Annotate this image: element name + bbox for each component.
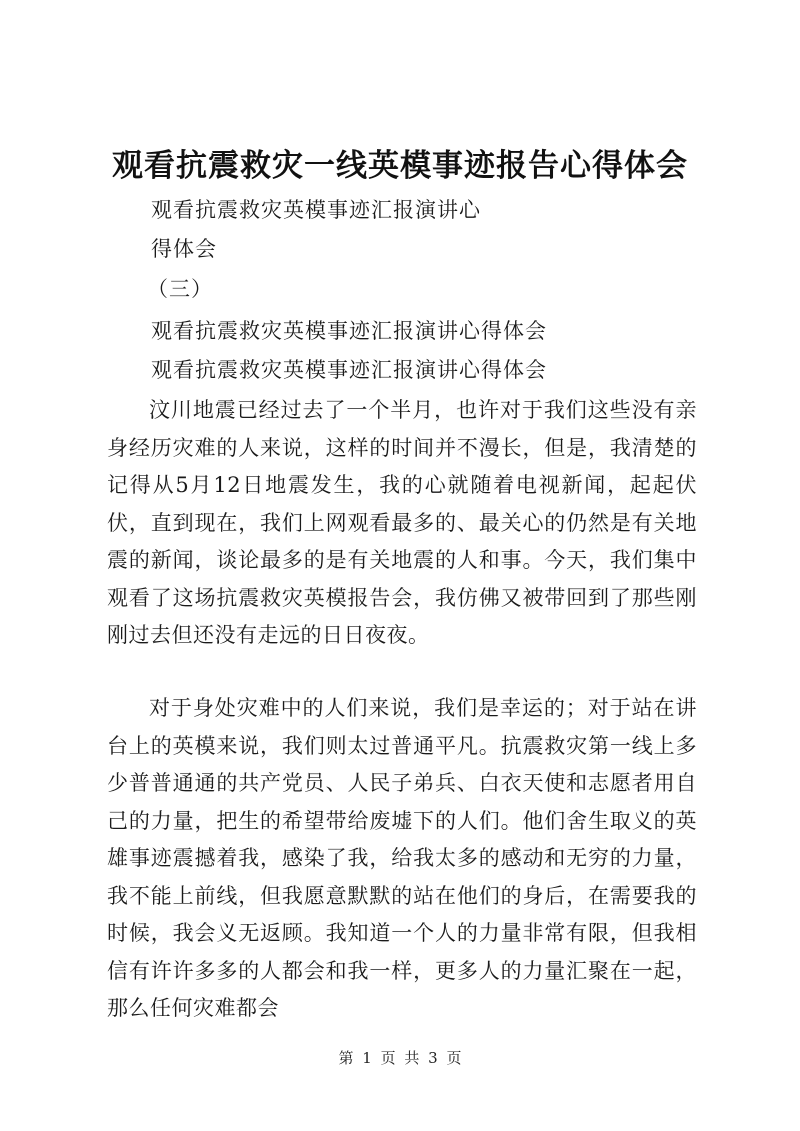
document-title: 观看抗震救灾一线英模事迹报告心得体会 bbox=[112, 148, 688, 184]
paragraph-1: 汶川地震已经过去了一个半月，也许对于我们这些没有亲身经历灾难的人来说，这样的时间并不漫长，但是，我清楚的记得从5月12日地震发生，我的心就随着电视新闻，起起伏伏，直到现在，我们上网观看最多的、最关心的仍然是有关地震的新闻，谈论最多的是有关地震的人和事。今天，我们集中观看了这场抗震救灾英模报告会，我仿佛又被带回到了那些刚刚过去但还没有走远的日日夜夜。 bbox=[107, 398, 697, 647]
page-number-footer: 第 1 页 共 3 页 bbox=[338, 1049, 462, 1067]
subline-5: 观看抗震救灾英模事迹汇报演讲心得体会 bbox=[151, 358, 547, 382]
subline-3: （三） bbox=[147, 277, 213, 301]
paragraph-2: 对于身处灾难中的人们来说，我们是幸运的；对于站在讲台上的英模来说，我们则太过普通平凡。抗震救灾第一线上多少普普通通的共产党员、人民子弟兵、白衣天使和志愿者用自己的力量，把生的希望带给废墟下的人们。他们舍生取义的英雄事迹震撼着我，感染了我，给我太多的感动和无穷的力量，我不能上前线，但我愿意默默的站在他们的身后，在需要我的时候，我会义无返顾。我知道一个人的力量非常有限，但我相信有许许多多的人都会和我一样，更多人的力量汇聚在一起，那么任何灾难都会 bbox=[107, 696, 697, 1020]
subline-4: 观看抗震救灾英模事迹汇报演讲心得体会 bbox=[151, 319, 547, 343]
subline-1: 观看抗震救灾英模事迹汇报演讲心 bbox=[151, 198, 481, 222]
subline-2: 得体会 bbox=[151, 237, 217, 261]
